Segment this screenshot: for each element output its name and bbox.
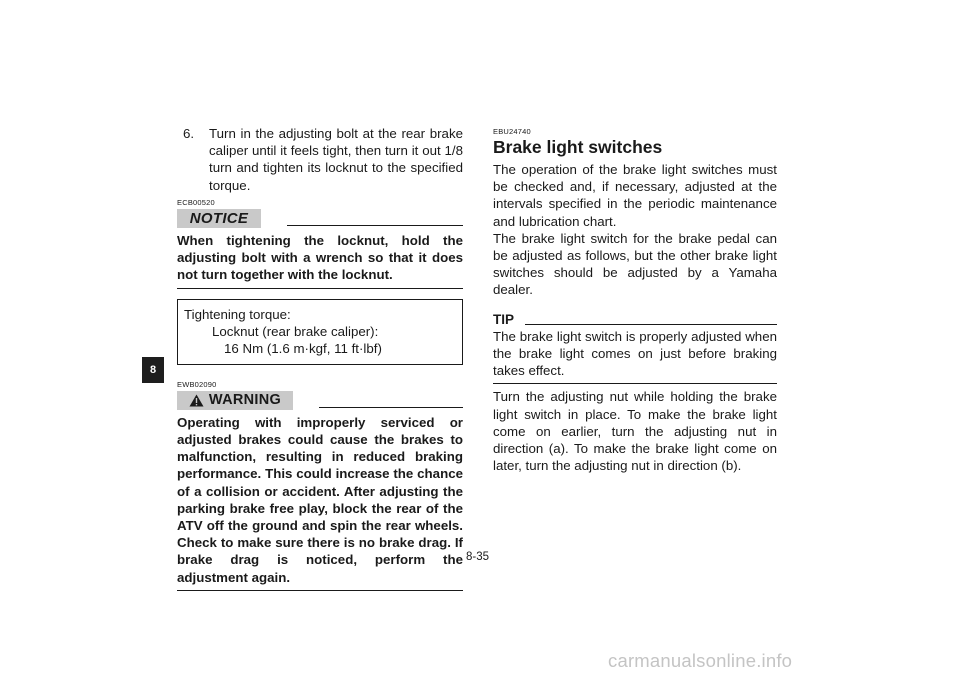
notice-code: ECB00520 [177,197,215,207]
notice-badge: NOTICE [177,209,261,228]
warning-badge [177,391,293,410]
warning-header [177,391,463,410]
section-code: EBU24740 [493,127,531,136]
notice-rule [287,225,463,226]
paragraph-1: The operation of the brake light switches must be checked and, if necessary, adjusted at the intervals specified in the periodic maintenance and lubrication chart. [493,162,777,229]
watermark: carmanualsonline.info [608,650,793,671]
tip-label: TIP [493,311,515,327]
right-column [493,125,777,474]
tip-end-rule [493,383,777,384]
chapter-tab: 8 [142,357,164,383]
warning-rule [319,407,463,408]
torque-value: 16 Nm (1.6 m·kgf, 11 ft·lbf) [224,341,382,357]
section-title: Brake light switches [493,137,663,157]
warning-text: Operating with improperly serviced or adjusted brakes could cause the brakes to malfunction, resulting in reduced braking performance. This could increase the chance of a collision or accident. After adjusting the parking brake free play, block the rear of the ATV off the ground and spin the rear wheels. Check to make sure there is no brake drag. If brake drag is noticed, perform the adjustment again. [177,414,463,585]
tip-header [493,311,777,328]
paragraph-3: Turn the adjusting nut while holding the brake light switch in place. To make the brake light come on earlier, turn the adjusting nut in direction (a). To make the brake light come on later, turn the adjusting nut in direction (b). [493,389,777,474]
torque-title: Tightening torque: [184,306,291,322]
warning-code: EWB02090 [177,379,217,389]
tip-rule [525,324,777,325]
step-number: 6. [183,126,195,141]
step-text: Turn in the adjusting bolt at the rear brake caliper until it feels tight, then turn it out 1/8 turn and tighten its locknut to the specified torque. [209,126,463,193]
notice-end-rule [177,288,463,289]
warning-triangle-icon [189,394,204,407]
notice-header [177,209,463,228]
torque-item: Locknut (rear brake caliper): [212,323,379,339]
torque-spec-box [177,299,463,365]
left-column [177,125,463,591]
warning-end-rule [177,590,463,591]
tip-text: The brake light switch is properly adjusted when the brake light comes on just before braking takes effect. [493,328,777,379]
warning-label: WARNING [208,391,282,408]
notice-text: When tightening the locknut, hold the adjusting bolt with a wrench so that it does not turn together with the locknut. [177,233,463,283]
page-number: 8-35 [466,551,490,563]
paragraph-2: The brake light switch for the brake pedal can be adjusted as follows, but the other brake light switches should be adjusted by a Yamaha dealer. [493,230,777,298]
step-6 [177,125,463,194]
